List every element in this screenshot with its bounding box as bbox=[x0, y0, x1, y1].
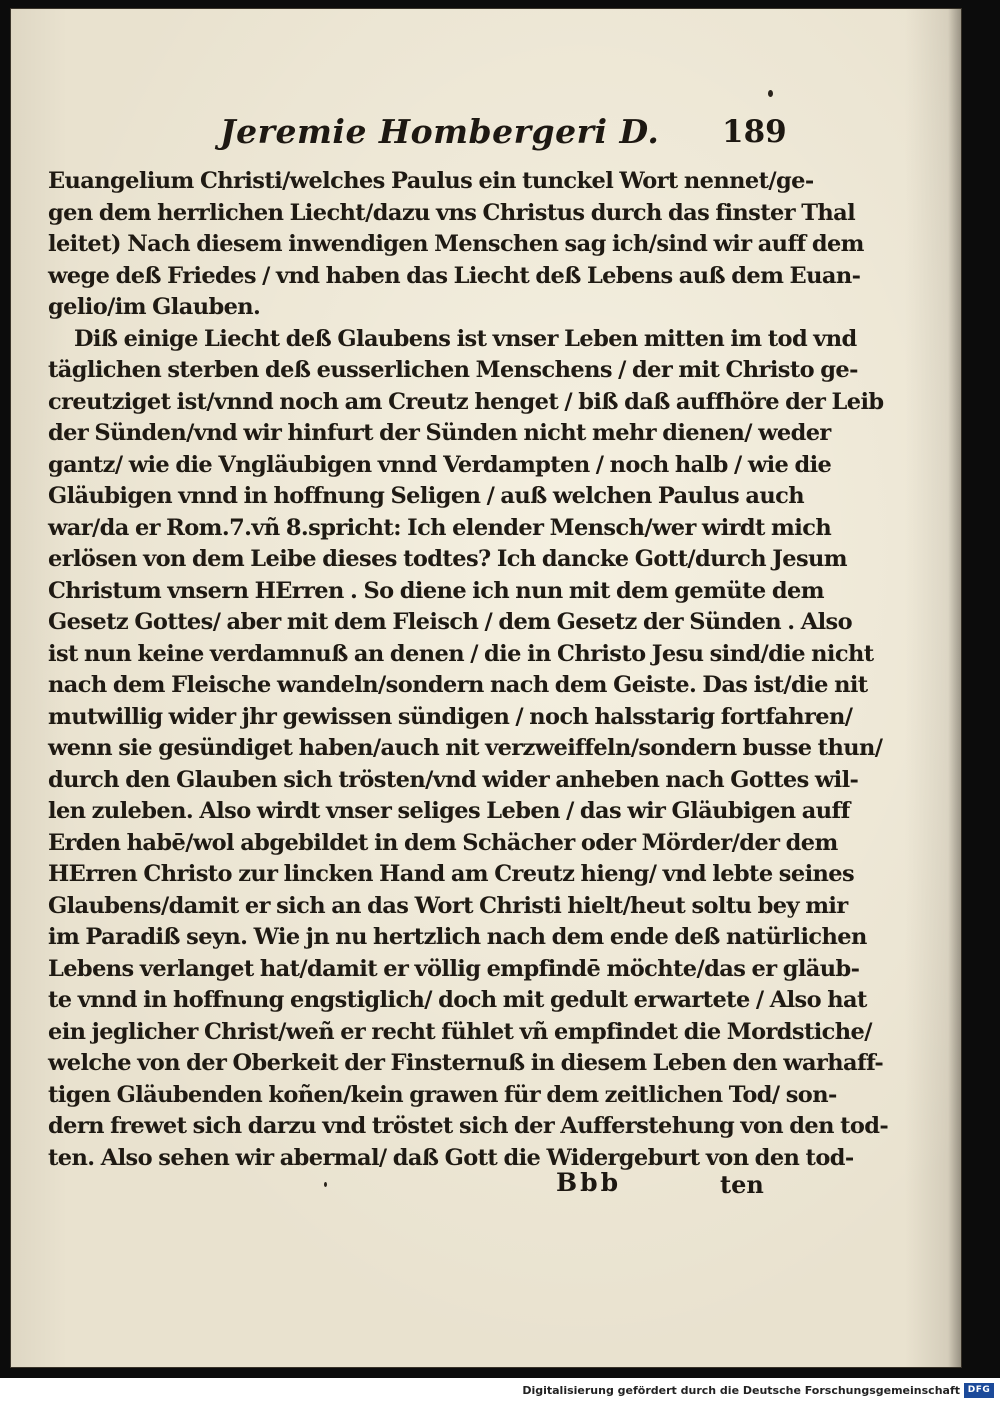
text-line: ein jeglicher Christ/weñ er recht fühlet vñ empfindet die Mordstiche/ bbox=[48, 1018, 872, 1045]
text-line: Lebens verlanget hat/damit er völlig empfindē möchte/das er gläub- bbox=[48, 955, 860, 982]
text-line: Diß einige Liecht deß Glaubens ist vnser Leben mitten im tod vnd bbox=[74, 325, 857, 352]
page-number: 189 bbox=[722, 114, 787, 150]
text-line: HErren Christo zur lincken Hand am Creutz hieng/ vnd lebte seines bbox=[48, 861, 855, 887]
text-line: wege deß Friedes / vnd haben das Liecht deß Lebens auß dem Euan- bbox=[48, 262, 861, 289]
text-line: ten. Also sehen wir abermal/ daß Gott die Widergeburt von den tod- bbox=[48, 1144, 854, 1171]
text-line: im Paradiß seyn. Wie jn nu hertzlich nach dem ende deß natürlichen bbox=[48, 924, 867, 950]
footer-bar bbox=[0, 1378, 1000, 1404]
text-line: te vnnd in hoffnung engstiglich/ doch mit gedult erwartete / Also hat bbox=[48, 987, 867, 1013]
text-line: dern frewet sich darzu vnd tröstet sich der Aufferstehung von den tod- bbox=[48, 1113, 889, 1139]
text-line: Gläubigen vnnd in hoffnung Seligen / auß welchen Paulus auch bbox=[48, 483, 804, 509]
text-line: gen dem herrlichen Liecht/dazu vns Christus durch das finster Thal bbox=[48, 199, 856, 226]
running-title: Jeremie Hombergeri D. bbox=[220, 112, 660, 151]
text-line: mutwillig wider jhr gewissen sündigen / noch halsstarig fortfahren/ bbox=[48, 703, 853, 730]
funding-credit: Digitalisierung gefördert durch die Deutsche Forschungsgemeinschaft bbox=[522, 1384, 960, 1397]
text-line: Euangelium Christi/welches Paulus ein tunckel Wort nennet/ge- bbox=[48, 168, 814, 194]
text-line: Glaubens/damit er sich an das Wort Christi hielt/heut soltu bey mir bbox=[48, 892, 848, 919]
text-line: len zuleben. Also wirdt vnser seliges Leben / das wir Gläubigen auff bbox=[48, 798, 850, 824]
text-line: Gesetz Gottes/ aber mit dem Fleisch / dem Gesetz der Sünden . Also bbox=[48, 609, 853, 635]
text-line: nach dem Fleische wandeln/sondern nach dem Geiste. Das ist/die nit bbox=[48, 672, 868, 698]
text-line: leitet) Nach diesem inwendigen Menschen sag ich/sind wir auff dem bbox=[48, 231, 864, 257]
page-edge-shadow bbox=[948, 8, 962, 1368]
catchword: ten bbox=[720, 1170, 764, 1199]
text-line: war/da er Rom.7.vñ 8.spricht: Ich elender Mensch/wer wirdt mich bbox=[48, 514, 832, 541]
text-line: creutziget ist/vnnd noch am Creutz henget / biß daß auffhöre der Leib bbox=[48, 388, 884, 415]
text-line: täglichen sterben deß eusserlichen Menschens / der mit Christo ge- bbox=[48, 357, 858, 383]
ink-speck bbox=[768, 90, 773, 97]
text-line: Christum vnsern HErren . So diene ich nun mit dem gemüte dem bbox=[48, 577, 824, 604]
text-line: durch den Glauben sich trösten/vnd wider anheben nach Gottes wil- bbox=[48, 766, 859, 793]
body-text bbox=[48, 166, 889, 1174]
text-line: gantz/ wie die Vngläubigen vnnd Verdampten / noch halb / wie die bbox=[48, 451, 832, 478]
text-line: ist nun keine verdamnuß an denen / die in Christo Jesu sind/die nicht bbox=[48, 640, 874, 667]
text-line: erlösen von dem Leibe dieses todtes? Ich dancke Gott/durch Jesum bbox=[48, 546, 848, 572]
text-line: der Sünden/vnd wir hinfurt der Sünden nicht mehr dienen/ weder bbox=[48, 420, 831, 446]
text-line: wenn sie gesündiget haben/auch nit verzweiffeln/sondern busse thun/ bbox=[48, 735, 883, 761]
signature-mark: Bbb bbox=[556, 1168, 622, 1197]
text-line: gelio/im Glauben. bbox=[48, 294, 261, 320]
ink-speck bbox=[324, 1182, 327, 1187]
text-line: Erden habē/wol abgebildet in dem Schächer oder Mörder/der dem bbox=[48, 829, 838, 856]
book-page bbox=[10, 8, 962, 1368]
text-line: welche von der Oberkeit der Finsternuß in diesem Leben den warhaff- bbox=[48, 1050, 884, 1076]
text-line: tigen Gläubenden koñen/kein grawen für dem zeitlichen Tod/ son- bbox=[48, 1081, 837, 1108]
dfg-logo-icon: DFG bbox=[964, 1383, 994, 1398]
